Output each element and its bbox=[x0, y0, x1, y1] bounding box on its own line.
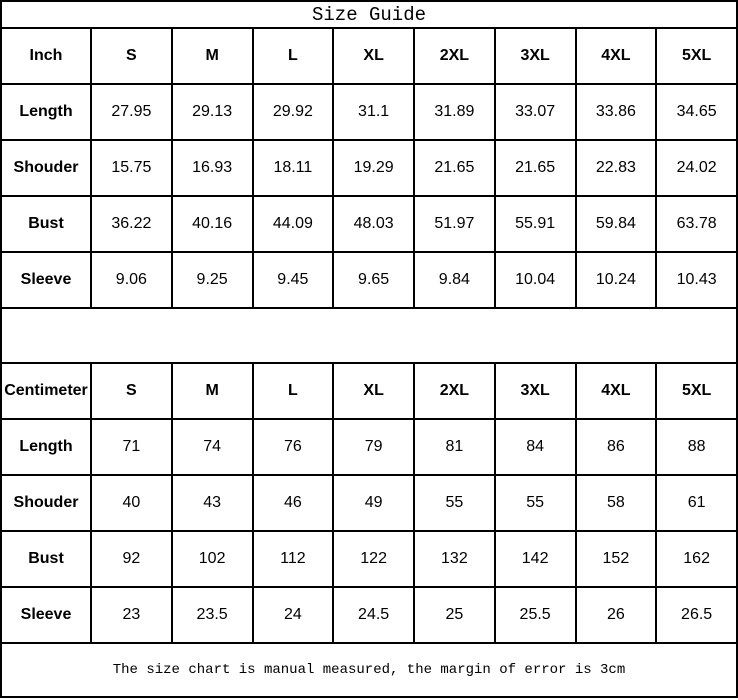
value-cell: 9.06 bbox=[90, 253, 171, 307]
measurement-row bbox=[2, 195, 736, 251]
value-cell: 63.78 bbox=[655, 197, 736, 251]
measurement-row bbox=[2, 251, 736, 307]
value-cell: 24.5 bbox=[332, 588, 413, 642]
value-cell: 102 bbox=[171, 532, 252, 586]
measurement-row bbox=[2, 83, 736, 139]
size-header-cell: M bbox=[171, 29, 252, 83]
value-cell: 142 bbox=[494, 532, 575, 586]
size-header-row bbox=[2, 27, 736, 83]
value-cell: 29.92 bbox=[252, 85, 333, 139]
size-header-cell: XL bbox=[332, 29, 413, 83]
value-cell: 74 bbox=[171, 420, 252, 474]
measurement-row bbox=[2, 474, 736, 530]
size-header-cell: 2XL bbox=[413, 364, 494, 418]
value-cell: 27.95 bbox=[90, 85, 171, 139]
size-header-cell: 5XL bbox=[655, 364, 736, 418]
value-cell: 44.09 bbox=[252, 197, 333, 251]
value-cell: 9.25 bbox=[171, 253, 252, 307]
row-label-cell: Sleeve bbox=[20, 271, 72, 288]
value-cell: 29.13 bbox=[171, 85, 252, 139]
value-cell: 10.43 bbox=[655, 253, 736, 307]
value-cell: 46 bbox=[252, 476, 333, 530]
size-header-cell: M bbox=[171, 364, 252, 418]
value-cell: 55.91 bbox=[494, 197, 575, 251]
size-header-row bbox=[2, 362, 736, 418]
value-cell: 55 bbox=[413, 476, 494, 530]
value-cell: 43 bbox=[171, 476, 252, 530]
value-cell: 25.5 bbox=[494, 588, 575, 642]
value-cell: 31.89 bbox=[413, 85, 494, 139]
value-cell: 59.84 bbox=[575, 197, 656, 251]
row-label-cell: Shouder bbox=[13, 494, 79, 511]
value-cell: 22.83 bbox=[575, 141, 656, 195]
value-cell: 58 bbox=[575, 476, 656, 530]
value-cell: 162 bbox=[655, 532, 736, 586]
row-label-cell: Length bbox=[19, 438, 73, 455]
measurement-row bbox=[2, 586, 736, 642]
value-cell: 51.97 bbox=[413, 197, 494, 251]
size-header-cell: 2XL bbox=[413, 29, 494, 83]
value-cell: 15.75 bbox=[90, 141, 171, 195]
measurement-row bbox=[2, 530, 736, 586]
size-header-cell: L bbox=[252, 364, 333, 418]
unit-header-cell: Inch bbox=[29, 47, 63, 64]
size-header-cell: 5XL bbox=[655, 29, 736, 83]
value-cell: 152 bbox=[575, 532, 656, 586]
value-cell: 40.16 bbox=[171, 197, 252, 251]
value-cell: 16.93 bbox=[171, 141, 252, 195]
footer-note: The size chart is manual measured, the margin of error is 3cm bbox=[2, 642, 736, 695]
value-cell: 55 bbox=[494, 476, 575, 530]
value-cell: 24.02 bbox=[655, 141, 736, 195]
row-label-cell: Length bbox=[19, 103, 73, 120]
value-cell: 19.29 bbox=[332, 141, 413, 195]
value-cell: 9.84 bbox=[413, 253, 494, 307]
value-cell: 40 bbox=[90, 476, 171, 530]
page-title: Size Guide bbox=[311, 3, 427, 26]
value-cell: 48.03 bbox=[332, 197, 413, 251]
row-label-cell: Bust bbox=[28, 215, 64, 232]
value-cell: 21.65 bbox=[413, 141, 494, 195]
value-cell: 9.45 bbox=[252, 253, 333, 307]
table-spacer bbox=[2, 307, 736, 362]
value-cell: 9.65 bbox=[332, 253, 413, 307]
value-cell: 132 bbox=[413, 532, 494, 586]
value-cell: 71 bbox=[90, 420, 171, 474]
value-cell: 26 bbox=[575, 588, 656, 642]
value-cell: 31.1 bbox=[332, 85, 413, 139]
value-cell: 84 bbox=[494, 420, 575, 474]
value-cell: 33.07 bbox=[494, 85, 575, 139]
row-label-cell: Bust bbox=[28, 550, 64, 567]
measurement-row bbox=[2, 139, 736, 195]
value-cell: 33.86 bbox=[575, 85, 656, 139]
value-cell: 23 bbox=[90, 588, 171, 642]
value-cell: 49 bbox=[332, 476, 413, 530]
inch-table bbox=[2, 27, 736, 307]
value-cell: 25 bbox=[413, 588, 494, 642]
value-cell: 112 bbox=[252, 532, 333, 586]
value-cell: 18.11 bbox=[252, 141, 333, 195]
size-header-cell: L bbox=[252, 29, 333, 83]
value-cell: 86 bbox=[575, 420, 656, 474]
measurement-row bbox=[2, 418, 736, 474]
size-header-cell: 3XL bbox=[494, 29, 575, 83]
value-cell: 79 bbox=[332, 420, 413, 474]
value-cell: 21.65 bbox=[494, 141, 575, 195]
centimeter-table bbox=[2, 362, 736, 642]
size-header-cell: S bbox=[90, 29, 171, 83]
value-cell: 92 bbox=[90, 532, 171, 586]
value-cell: 34.65 bbox=[655, 85, 736, 139]
size-header-cell: 4XL bbox=[575, 364, 656, 418]
value-cell: 61 bbox=[655, 476, 736, 530]
value-cell: 26.5 bbox=[655, 588, 736, 642]
unit-header-cell: Centimeter bbox=[4, 382, 88, 399]
size-header-cell: S bbox=[90, 364, 171, 418]
value-cell: 88 bbox=[655, 420, 736, 474]
row-label-cell: Sleeve bbox=[20, 606, 72, 623]
value-cell: 81 bbox=[413, 420, 494, 474]
value-cell: 76 bbox=[252, 420, 333, 474]
size-header-cell: 3XL bbox=[494, 364, 575, 418]
row-label-cell: Shouder bbox=[13, 159, 79, 176]
value-cell: 122 bbox=[332, 532, 413, 586]
size-header-cell: 4XL bbox=[575, 29, 656, 83]
value-cell: 10.24 bbox=[575, 253, 656, 307]
value-cell: 24 bbox=[252, 588, 333, 642]
value-cell: 36.22 bbox=[90, 197, 171, 251]
size-header-cell: XL bbox=[332, 364, 413, 418]
value-cell: 10.04 bbox=[494, 253, 575, 307]
value-cell: 23.5 bbox=[171, 588, 252, 642]
